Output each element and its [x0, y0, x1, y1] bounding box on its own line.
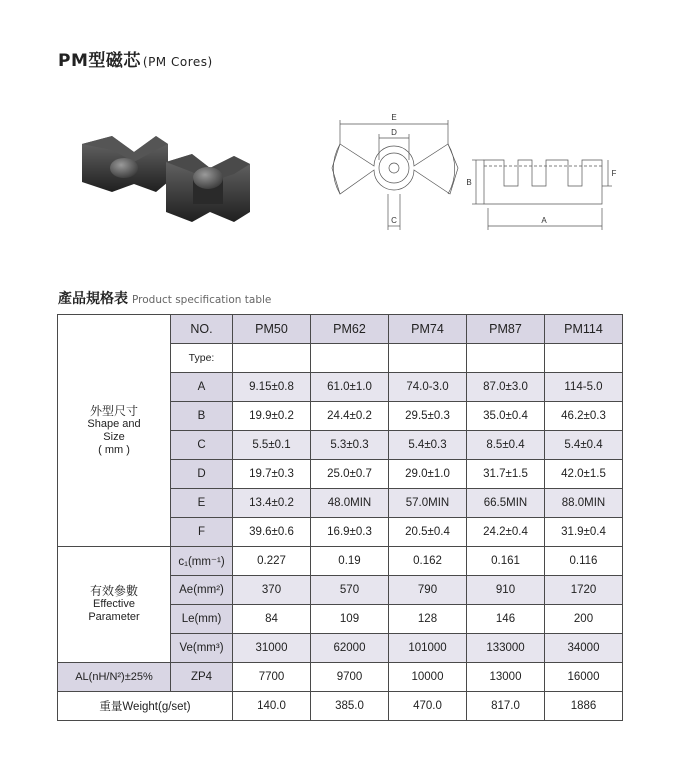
row-label: Ve(mm³) [171, 634, 233, 663]
table-cell: 31.7±1.5 [467, 460, 545, 489]
shape-group-unit: ( mm ) [98, 443, 130, 456]
table-cell: 88.0MIN [545, 489, 623, 518]
column-header: PM50 [233, 315, 311, 344]
table-cell: 42.0±1.5 [545, 460, 623, 489]
column-header: PM62 [311, 315, 389, 344]
dim-label-c: C [391, 216, 397, 225]
column-header: PM87 [467, 315, 545, 344]
table-cell: 7700 [233, 663, 311, 692]
row-label: Ae(mm²) [171, 576, 233, 605]
table-cell: 13.4±0.2 [233, 489, 311, 518]
section-title [58, 288, 271, 308]
param-group-cell [58, 547, 171, 663]
page-title-en: (PM Cores) [142, 55, 213, 69]
row-label: D [171, 460, 233, 489]
table-cell: 10000 [389, 663, 467, 692]
dim-label-a: A [541, 216, 547, 225]
table-cell: 114-5.0 [545, 373, 623, 402]
table-cell: 146 [467, 605, 545, 634]
table-cell: 19.9±0.2 [233, 402, 311, 431]
table-cell: 34000 [545, 634, 623, 663]
table-cell: 1886 [545, 692, 623, 721]
row-label: B [171, 402, 233, 431]
row-label: A [171, 373, 233, 402]
table-cell: 570 [311, 576, 389, 605]
table-cell: 74.0-3.0 [389, 373, 467, 402]
param-group-cn: 有效參數 [89, 584, 138, 598]
table-cell: 48.0MIN [311, 489, 389, 518]
table-cell: 9.15±0.8 [233, 373, 311, 402]
table-cell: 0.19 [311, 547, 389, 576]
table-cell: 9700 [311, 663, 389, 692]
param-group-en2: Parameter [88, 611, 140, 623]
al-group-label: AL(nH/N²)±25% [58, 663, 171, 692]
row-label: F [171, 518, 233, 547]
table-cell: 5.4±0.3 [389, 431, 467, 460]
shape-group-en2: Size [103, 430, 125, 443]
shape-group-cell [58, 315, 171, 547]
table-header-row [58, 315, 623, 344]
table-cell: 370 [233, 576, 311, 605]
spec-table [57, 314, 623, 721]
page-title [58, 46, 213, 71]
table-cell: 133000 [467, 634, 545, 663]
table-cell [311, 344, 389, 373]
table-cell: 61.0±1.0 [311, 373, 389, 402]
table-cell: 24.4±0.2 [311, 402, 389, 431]
table-cell: 790 [389, 576, 467, 605]
table-cell: 1720 [545, 576, 623, 605]
table-cell: 140.0 [233, 692, 311, 721]
table-cell: 31000 [233, 634, 311, 663]
table-cell: 16.9±0.3 [311, 518, 389, 547]
table-cell: 101000 [389, 634, 467, 663]
column-header: PM74 [389, 315, 467, 344]
table-cell: 24.2±0.4 [467, 518, 545, 547]
table-cell: 817.0 [467, 692, 545, 721]
table-cell: 87.0±3.0 [467, 373, 545, 402]
table-cell: 20.5±0.4 [389, 518, 467, 547]
table-cell: 39.6±0.6 [233, 518, 311, 547]
core-right [166, 154, 250, 222]
table-cell: 31.9±0.4 [545, 518, 623, 547]
table-cell: 84 [233, 605, 311, 634]
dim-label-e: E [391, 113, 397, 122]
section-title-en: Product specification table [132, 294, 272, 306]
dim-label-d: D [391, 128, 397, 137]
table-cell: 0.161 [467, 547, 545, 576]
row-label: C [171, 431, 233, 460]
row-label: c₁(mm⁻¹) [171, 547, 233, 576]
table-cell: 29.5±0.3 [389, 402, 467, 431]
dimension-drawing [318, 108, 618, 240]
page-title-cn: PM型磁芯 [58, 51, 141, 71]
al-row [58, 663, 623, 692]
table-cell: 5.5±0.1 [233, 431, 311, 460]
shape-group-en1: Shape and [87, 417, 141, 430]
table-cell: 5.3±0.3 [311, 431, 389, 460]
table-cell: 46.2±0.3 [545, 402, 623, 431]
table-cell: 35.0±0.4 [467, 402, 545, 431]
table-cell: 66.5MIN [467, 489, 545, 518]
table-cell: 910 [467, 576, 545, 605]
column-header: PM114 [545, 315, 623, 344]
row-label: ZP4 [171, 663, 233, 692]
weight-row [58, 692, 623, 721]
table-cell: 470.0 [389, 692, 467, 721]
table-cell: 57.0MIN [389, 489, 467, 518]
table-cell [233, 344, 311, 373]
table-cell: 385.0 [311, 692, 389, 721]
row-label: E [171, 489, 233, 518]
dim-label-f: F [611, 169, 617, 178]
table-cell: 0.116 [545, 547, 623, 576]
section-title-cn: 產品規格表 [58, 291, 128, 307]
row-label: Le(mm) [171, 605, 233, 634]
table-cell: 29.0±1.0 [389, 460, 467, 489]
table-cell: 13000 [467, 663, 545, 692]
type-label: Type: [171, 344, 233, 373]
core-left [82, 136, 168, 192]
table-cell: 109 [311, 605, 389, 634]
table-cell [545, 344, 623, 373]
no-label: NO. [171, 315, 233, 344]
table-cell: 8.5±0.4 [467, 431, 545, 460]
table-cell: 128 [389, 605, 467, 634]
table-cell: 0.162 [389, 547, 467, 576]
table-cell: 5.4±0.4 [545, 431, 623, 460]
param-group-en1: Effective [93, 598, 135, 610]
weight-label: 重量Weight(g/set) [58, 692, 233, 721]
table-cell: 62000 [311, 634, 389, 663]
table-cell [467, 344, 545, 373]
shape-group-cn: 外型尺寸 [89, 403, 138, 418]
table-cell: 19.7±0.3 [233, 460, 311, 489]
table-row [58, 547, 623, 576]
dim-label-b: B [466, 178, 472, 187]
core-photo [74, 122, 264, 232]
table-cell: 16000 [545, 663, 623, 692]
table-cell: 25.0±0.7 [311, 460, 389, 489]
table-cell: 0.227 [233, 547, 311, 576]
table-cell [389, 344, 467, 373]
table-cell: 200 [545, 605, 623, 634]
